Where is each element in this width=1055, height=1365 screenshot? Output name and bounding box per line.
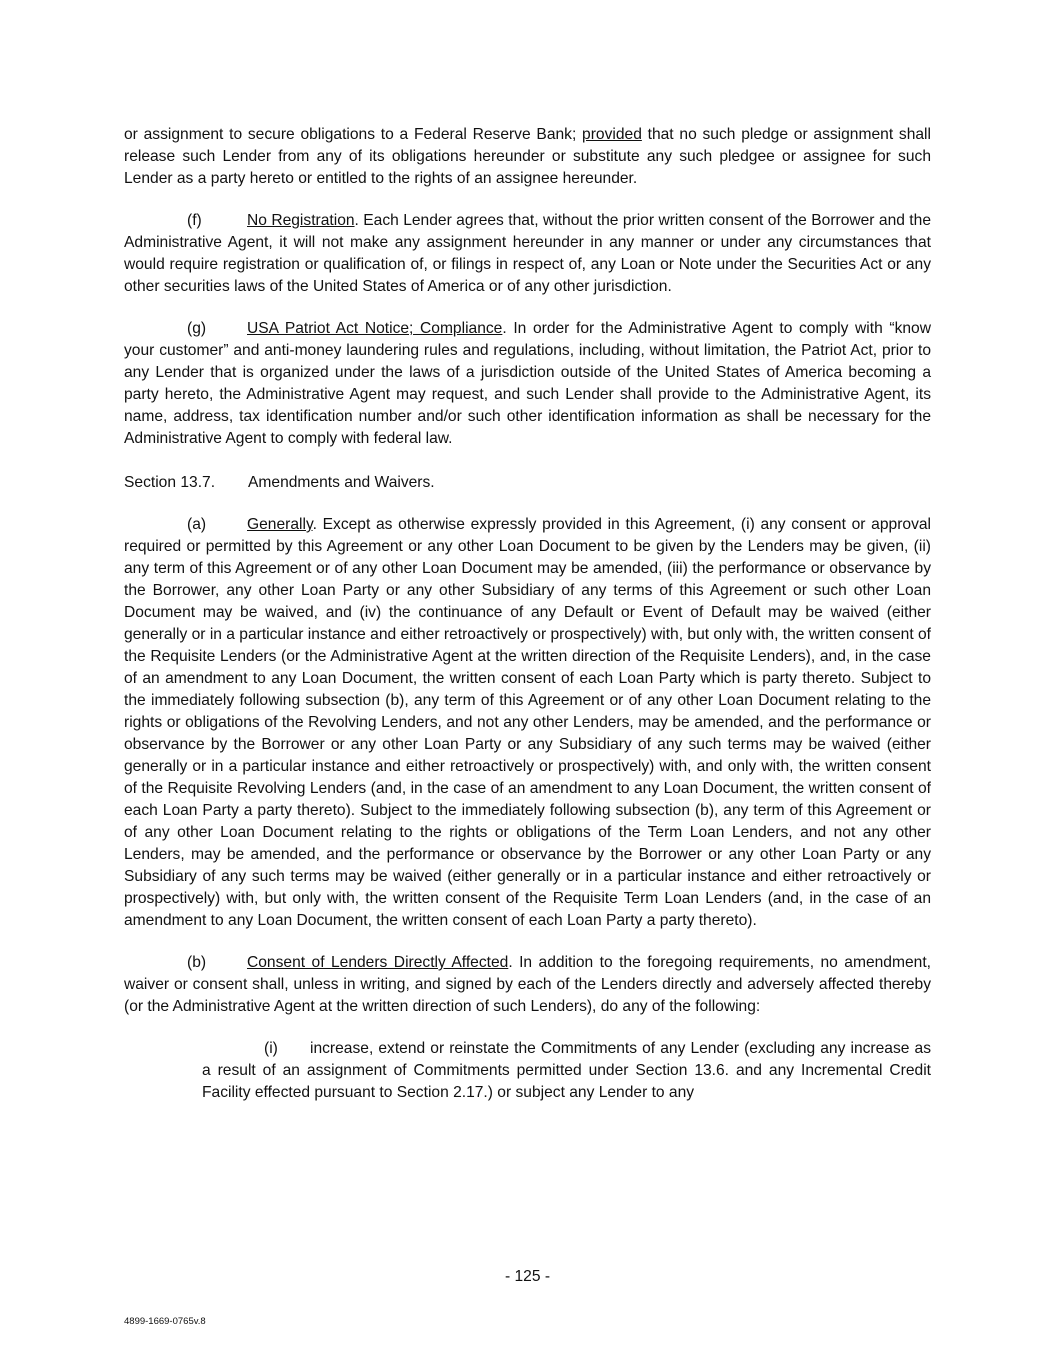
paragraph-number: (b) bbox=[187, 954, 207, 971]
paragraph-text: . Except as otherwise expressly provided in this Agreement, (i) any consent or approval required or permitted by this Agreement or any other Loan Document to be given by the Lenders may be given, (ii) any term of this Agreement or of any other Loan Document may be amended, (iii) the performance or observance by the Borrower, any other Loan Party or any other Subsidiary of any terms of this Agreement or such other Loan Document may be waived, and (iv) the continuance of any Default or Event of Default may be waived (either generally or in a particular instance and either retroactively or prospectively) with, but only with, the written consent of the Requisite Lenders (or the Administrative Agent at the written direction of the Requisite Lenders), and, in the case of an amendment to any Loan Document, the written consent of each Loan Party which is party thereto. Subject to the immediately following subsection (b), any term of this Agreement or of any other Loan Document relating to the rights or obligations of the Revolving Lenders, and not any other Lenders, may be amended, and the performance or observance by the Borrower or any other Loan Party or any Subsidiary of any such terms may be waived (either generally or in a particular instance and either retroactively or prospectively) with, and only with, the written consent of the Requisite Revolving Lenders (and, in the case of an amendment to any Loan Document, the written consent of each Loan Party a party thereto). Subject to the immediately following subsection (b), any term of this Agreement or of any other Loan Document relating to the rights or obligations of the Term Loan Lenders, and not any other Lenders, may be amended, and the performance or observance by the Borrower or any other Loan Party or any Subsidiary of any such terms may be waived (either generally or in a particular instance and either retroactively or prospectively) with, but only with, the written consent of the Requisite Term Loan Lenders (and, in the case of an amendment to any Loan Document, the written consent of each Loan Party a party thereto). bbox=[124, 516, 931, 929]
document-id: 4899-1669-0765v.8 bbox=[124, 1316, 206, 1327]
section-title: Amendments and Waivers. bbox=[248, 474, 435, 491]
section-number: Section 13.7. bbox=[124, 474, 216, 491]
paragraph-a bbox=[124, 514, 931, 932]
paragraph-g bbox=[124, 318, 931, 450]
paragraph-heading: USA Patriot Act Notice; Compliance bbox=[247, 320, 503, 337]
clause-number: (i) bbox=[264, 1040, 278, 1057]
clause-text: increase, extend or reinstate the Commitments of any Lender (excluding any increase as a result of an assignment of Commitments permitted under Section 13.6. and any Incremental Credit Facility effected pursuant to Section 2.17.) or subject any Lender to any bbox=[202, 1040, 931, 1101]
paragraph-number: (f) bbox=[187, 212, 202, 229]
section-heading bbox=[124, 472, 931, 494]
page-number: - 125 - bbox=[504, 1268, 551, 1285]
paragraph-number: (g) bbox=[187, 320, 207, 337]
paragraph-b bbox=[124, 952, 931, 1018]
document-page bbox=[124, 124, 931, 1104]
paragraph-heading: Generally bbox=[247, 516, 313, 533]
paragraph-text: . In addition to the foregoing requirements, no amendment, waiver or consent shall, unless in writing, and signed by each of the Lenders directly and adversely affected thereby (or the Administrative Agent at the written direction of such Lenders), do any of the following: bbox=[124, 954, 931, 1015]
paragraph-heading: Consent of Lenders Directly Affected bbox=[247, 954, 509, 971]
paragraph-text: . In order for the Administrative Agent to comply with “know your customer” and anti-money laundering rules and regulations, including, without limitation, the Patriot Act, prior to any Lender that is organized under the laws of a jurisdiction outside of the United States of America becoming a party hereto, the Administrative Agent may request, and such Lender shall provide to the Administrative Agent, its name, address, tax identification number and/or such other identification information as shall be necessary for the Administrative Agent to comply with federal law. bbox=[124, 320, 931, 447]
continuation-paragraph: or assignment to secure obligations to a Federal Reserve Bank; provided that no such pledge or assignment shall release such Lender from any of its obligations hereunder or substitute any such pledgee or assignee for such Lender as a party hereto or entitled to the rights of an assignee hereunder. bbox=[124, 126, 931, 187]
provided-term: provided bbox=[582, 126, 642, 143]
clause-b-i bbox=[202, 1038, 931, 1104]
paragraph-number: (a) bbox=[187, 516, 207, 533]
paragraph-heading: No Registration bbox=[247, 212, 355, 229]
paragraph-text: . Each Lender agrees that, without the prior written consent of the Borrower and the Administrative Agent, it will not make any assignment hereunder in any manner or under any circumstances that would require registration or qualification of, or filings in respect of, any Loan or Note under the Securities Act or any other securities laws of the United States of America or of any other jurisdiction. bbox=[124, 212, 931, 295]
paragraph-f bbox=[124, 210, 931, 298]
